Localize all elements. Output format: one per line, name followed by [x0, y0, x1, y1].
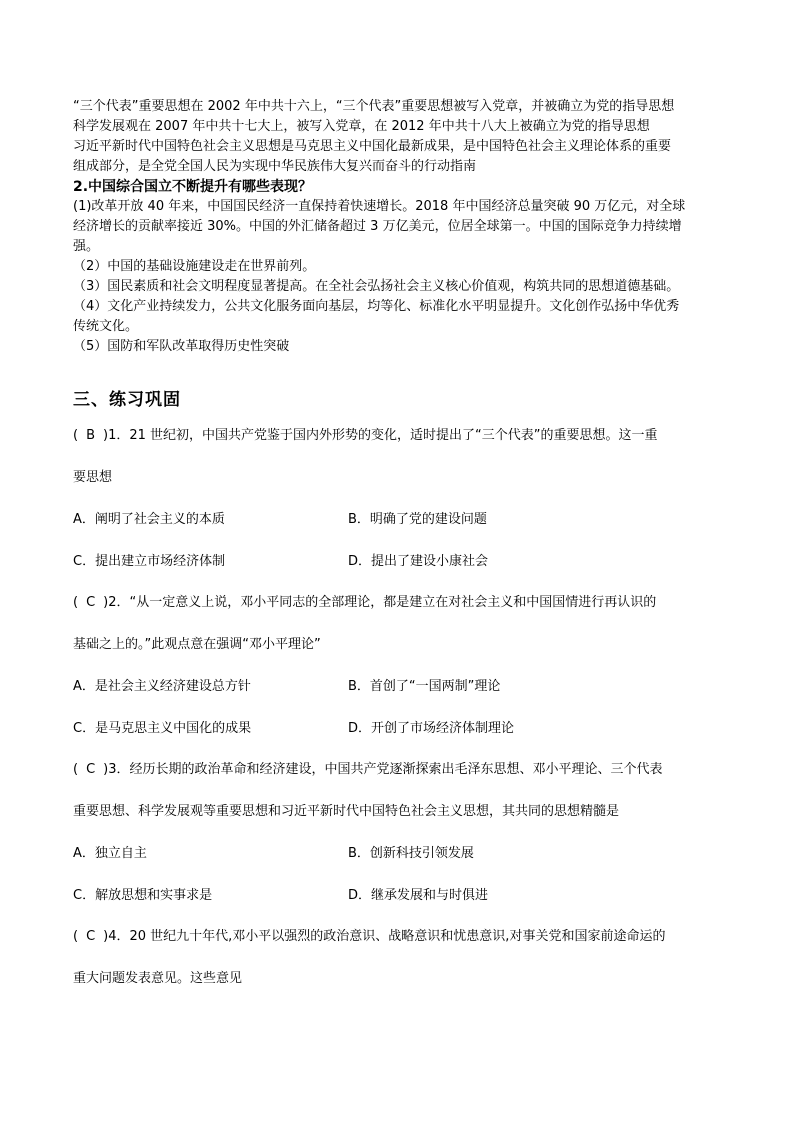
option-b: B．创新科技引领发展	[348, 846, 474, 861]
section-title: 三、练习巩固	[73, 390, 181, 410]
option-c: C．是马克思主义中国化的成果	[73, 721, 252, 736]
point-line: （2）中国的基础设施建设走在世界前列。	[73, 259, 316, 274]
option-c: C．解放思想和实事求是	[73, 888, 213, 903]
point-line: (1)改革开放 40 年来，中国国民经济一直保持着快速增长。2018 年中国经济总量突破 90 万亿元，对全球	[73, 199, 686, 214]
question-text: )4．20 世纪九十年代,邓小平以强烈的政治意识、战略意识和忧患意识,对事关党和国家前途命运的	[103, 929, 666, 944]
question-bracket: (	[73, 929, 79, 944]
question-1-line2: 要思想	[73, 470, 113, 485]
question-bracket: (	[73, 428, 79, 443]
answer-letter: B	[86, 428, 95, 443]
question-3-line1	[73, 761, 663, 779]
option-c: C．提出建立市场经济体制	[73, 554, 226, 569]
question-text: )1．21 世纪初，中国共产党鉴于国内外形势的变化，适时提出了“三个代表”的重要思想。这一重	[103, 428, 658, 443]
question-bracket: (	[73, 762, 79, 777]
question-bracket: (	[73, 595, 79, 610]
option-d: D．提出了建设小康社会	[348, 554, 489, 569]
question-heading: 2.中国综合国立不断提升有哪些表现？	[73, 179, 313, 195]
point-line: （3）国民素质和社会文明程度显著提高。在全社会弘扬社会主义核心价值观，构筑共同的思想道德基础。	[73, 279, 680, 294]
question-2-line1	[73, 594, 656, 612]
answer-letter: C	[86, 929, 96, 944]
answer-letter: C	[86, 762, 96, 777]
question-4-line2: 重大问题发表意见。这些意见	[73, 971, 243, 986]
question-text: )3．经历长期的政治革命和经济建设，中国共产党逐渐探索出毛泽东思想、邓小平理论、三个代表	[103, 762, 663, 777]
option-b: B．明确了党的建设问题	[348, 512, 487, 527]
intro-line: “三个代表”重要思想在 2002 年中共十六上，“三个代表”重要思想被写入党章，并被确立为党的指导思想	[73, 99, 675, 114]
intro-line: 组成部分，是全党全国人民为实现中华民族伟大复兴而奋斗的行动指南	[73, 159, 477, 174]
intro-block	[73, 97, 733, 357]
question-text: )2．“从一定意义上说，邓小平同志的全部理论，都是建立在对社会主义和中国国情进行再认识的	[103, 595, 657, 610]
option-a: A．阐明了社会主义的本质	[73, 512, 225, 527]
option-d: D．继承发展和与时俱进	[348, 888, 489, 903]
option-d: D．开创了市场经济体制理论	[348, 721, 515, 736]
question-4-line1	[73, 928, 665, 946]
point-line: 经济增长的贡献率接近 30%。中国的外汇储备超过 3 万亿美元，位居全球第一。中国的国际竞争力持续增	[73, 219, 682, 234]
intro-line: 习近平新时代中国特色社会主义思想是马克思主义中国化最新成果，是中国特色社会主义理论体系的重要	[73, 139, 672, 154]
option-a: A．是社会主义经济建设总方针	[73, 679, 251, 694]
intro-line: 科学发展观在 2007 年中共十七大上，被写入党章，在 2012 年中共十八大上被确立为党的指导思想	[73, 119, 650, 134]
answer-letter: C	[86, 595, 96, 610]
question-2-line2: 基础之上的。”此观点意在强调“邓小平理论”	[73, 637, 321, 652]
point-line: （5）国防和军队改革取得历史性突破	[73, 339, 290, 354]
point-line: 传统文化。	[73, 319, 139, 334]
option-a: A．独立自主	[73, 846, 147, 861]
point-line: （4）文化产业持续发力，公共文化服务面向基层，均等化、标准化水平明显提升。文化创作弘扬中华优秀	[73, 299, 680, 314]
question-1-line1	[73, 427, 658, 445]
option-b: B．首创了“一国两制”理论	[348, 679, 501, 694]
question-3-line2: 重要思想、科学发展观等重要思想和习近平新时代中国特色社会主义思想，其共同的思想精髓是	[73, 804, 620, 819]
point-line: 强。	[73, 239, 100, 254]
